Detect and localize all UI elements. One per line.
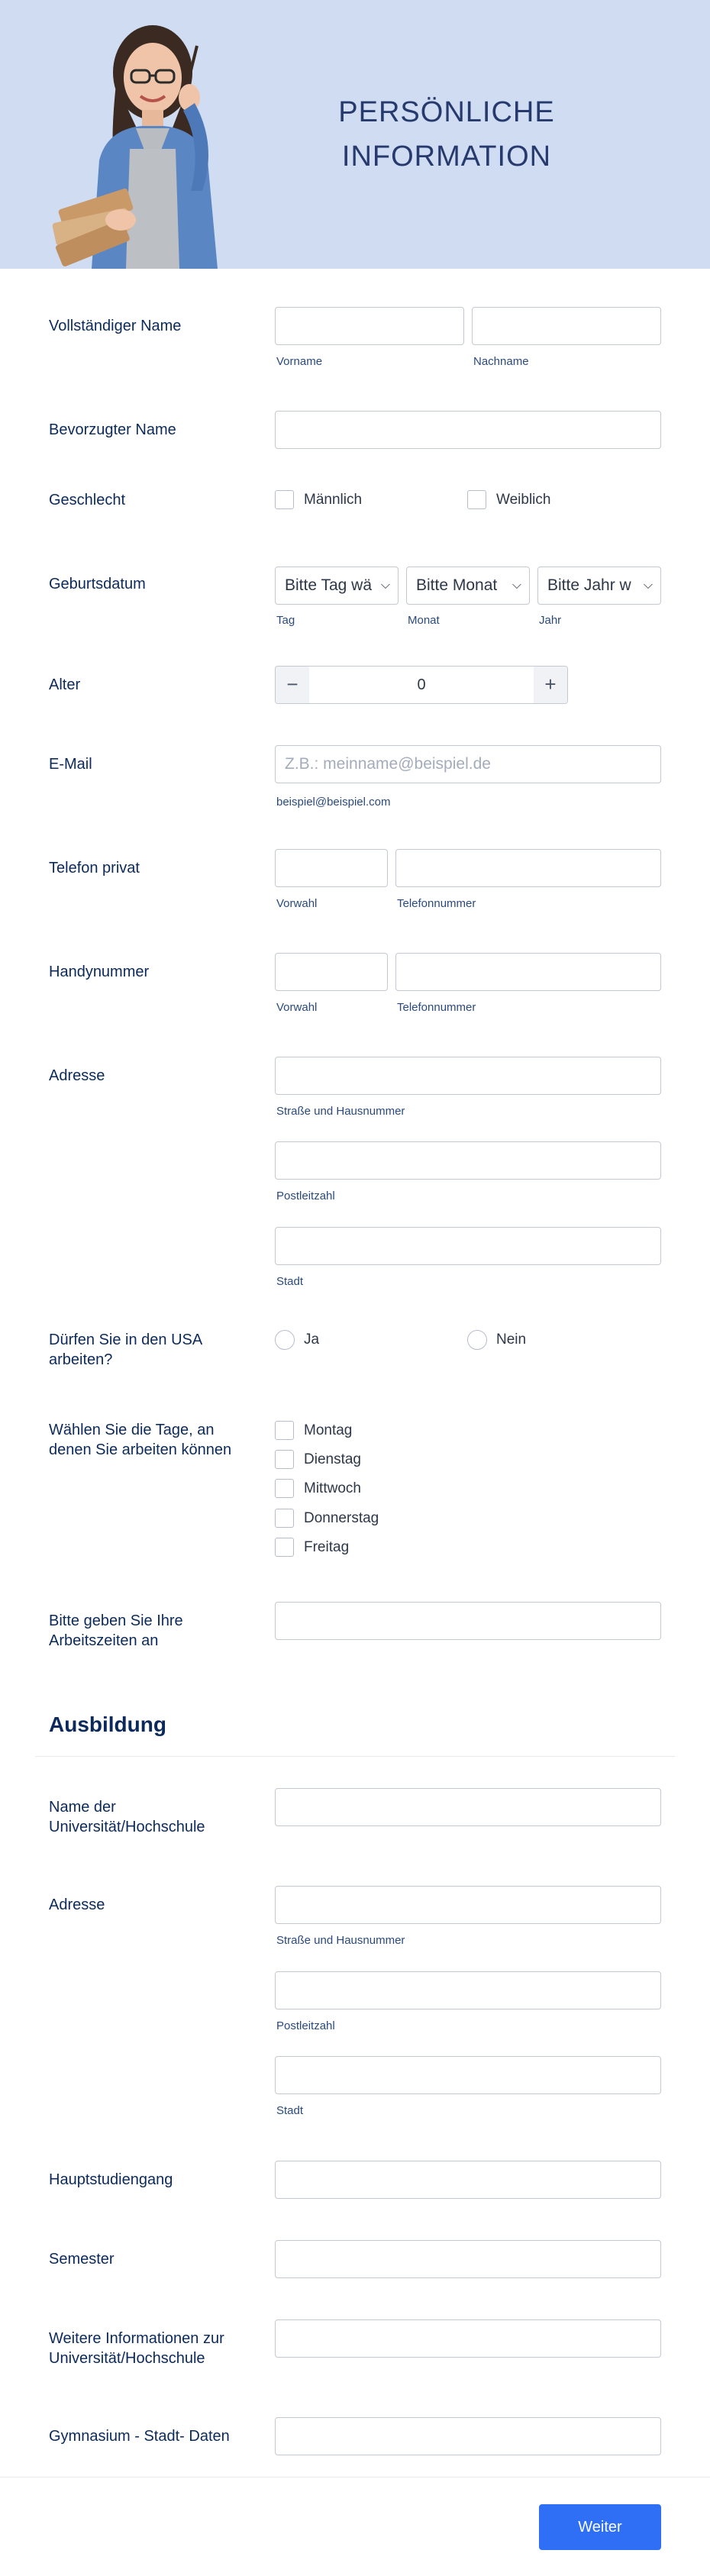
email-input[interactable]: [275, 745, 661, 783]
mobile-area-input[interactable]: [275, 953, 388, 991]
next-button[interactable]: Weiter: [539, 2504, 661, 2550]
day-monday-label: Montag: [304, 1422, 353, 1438]
birth-year-select[interactable]: [537, 567, 661, 605]
footer-divider: [0, 2477, 710, 2478]
page-title-line2: INFORMATION: [341, 140, 552, 173]
work-hours-input[interactable]: [275, 1602, 661, 1640]
gymnasium-input[interactable]: [275, 2417, 661, 2455]
chevron-down-icon: ⌵: [643, 579, 653, 592]
usa-work-yes-radio[interactable]: [275, 1330, 295, 1350]
work-days-label: Wählen Sie die Tage, an denen Sie arbeiten können: [49, 1422, 232, 1458]
birthdate-label: Geburtsdatum: [49, 576, 146, 592]
university-street-sublabel: Straße und Hausnummer: [276, 1934, 405, 1947]
gender-female-label: Weiblich: [496, 492, 551, 508]
university-street-input[interactable]: [275, 1886, 661, 1924]
university-zip-sublabel: Postleitzahl: [276, 2019, 335, 2032]
gender-label: Geschlecht: [49, 492, 126, 508]
university-address-label: Adresse: [49, 1896, 105, 1913]
mobile-label: Handynummer: [49, 964, 150, 980]
zip-input[interactable]: [275, 1141, 661, 1180]
gender-male-label: Männlich: [304, 492, 363, 508]
usa-work-no-label: Nein: [496, 1332, 527, 1348]
student-photo: [46, 15, 252, 269]
page-title: [321, 90, 573, 179]
semester-label: Semester: [49, 2251, 115, 2268]
birth-day-value: Bitte Tag wä: [285, 576, 373, 594]
mobile-area-sublabel: Vorwahl: [276, 1001, 318, 1014]
mobile-number-sublabel: Telefonnummer: [397, 1001, 476, 1014]
street-sublabel: Straße und Hausnummer: [276, 1105, 405, 1118]
birth-year-value: Bitte Jahr w: [547, 576, 631, 594]
decrement-button[interactable]: −: [276, 667, 309, 703]
day-wednesday-checkbox[interactable]: [275, 1479, 294, 1498]
email-label: E-Mail: [49, 756, 92, 773]
day-tuesday-checkbox[interactable]: [275, 1450, 294, 1469]
university-name-input[interactable]: [275, 1788, 661, 1826]
mobile-number-input[interactable]: [395, 953, 661, 991]
birth-month-select[interactable]: [406, 567, 530, 605]
usa-work-yes-label: Ja: [304, 1332, 320, 1348]
home-phone-area-input[interactable]: [275, 849, 388, 887]
city-input[interactable]: [275, 1227, 661, 1265]
email-sublabel: beispiel@beispiel.com: [276, 796, 391, 809]
day-friday-checkbox[interactable]: [275, 1538, 294, 1557]
header-banner: [0, 0, 710, 269]
university-zip-input[interactable]: [275, 1971, 661, 2009]
birth-day-select[interactable]: [275, 567, 399, 605]
major-label: Hauptstudiengang: [49, 2171, 173, 2188]
increment-button[interactable]: +: [534, 667, 567, 703]
day-monday-checkbox[interactable]: [275, 1421, 294, 1440]
day-tuesday-label: Dienstag: [304, 1451, 361, 1467]
last-name-sublabel: Nachname: [473, 355, 529, 368]
gender-male-checkbox[interactable]: [275, 490, 294, 509]
home-phone-number-input[interactable]: [395, 849, 661, 887]
major-input[interactable]: [275, 2161, 661, 2199]
more-info-label: Weitere Informationen zur Universität/Hochschule: [49, 2330, 224, 2367]
page-title-line1: PERSÖNLICHE: [338, 96, 555, 128]
zip-sublabel: Postleitzahl: [276, 1190, 335, 1202]
age-value[interactable]: 0: [417, 676, 426, 693]
home-phone-label: Telefon privat: [49, 860, 140, 876]
section-divider: [35, 1756, 675, 1757]
age-stepper[interactable]: [275, 666, 568, 704]
birth-month-value: Bitte Monat: [416, 576, 498, 594]
birth-month-sublabel: Monat: [408, 614, 440, 627]
preferred-name-input[interactable]: [275, 411, 661, 449]
chevron-down-icon: ⌵: [512, 579, 521, 592]
more-info-input[interactable]: [275, 2319, 661, 2358]
work-hours-label: Bitte geben Sie Ihre Arbeitszeiten an: [49, 1612, 183, 1649]
home-phone-number-sublabel: Telefonnummer: [397, 897, 476, 910]
university-name-label: Name der Universität/Hochschule: [49, 1799, 205, 1835]
day-wednesday-label: Mittwoch: [304, 1480, 361, 1496]
semester-input[interactable]: [275, 2240, 661, 2278]
day-thursday-checkbox[interactable]: [275, 1509, 294, 1528]
birth-year-sublabel: Jahr: [539, 614, 562, 627]
age-label: Alter: [49, 676, 81, 693]
first-name-input[interactable]: [275, 307, 464, 345]
day-thursday-label: Donnerstag: [304, 1510, 379, 1526]
usa-work-label: Dürfen Sie in den USA arbeiten?: [49, 1332, 202, 1368]
first-name-sublabel: Vorname: [276, 355, 323, 368]
university-city-input[interactable]: [275, 2056, 661, 2094]
last-name-input[interactable]: [472, 307, 661, 345]
education-heading: Ausbildung: [49, 1712, 166, 1736]
university-city-sublabel: Stadt: [276, 2104, 304, 2117]
city-sublabel: Stadt: [276, 1275, 304, 1288]
full-name-label: Vollständiger Name: [49, 318, 182, 334]
gender-female-checkbox[interactable]: [467, 490, 486, 509]
chevron-down-icon: ⌵: [380, 579, 390, 592]
usa-work-no-radio[interactable]: [467, 1330, 487, 1350]
address-label: Adresse: [49, 1067, 105, 1084]
preferred-name-label: Bevorzugter Name: [49, 421, 176, 438]
home-phone-area-sublabel: Vorwahl: [276, 897, 318, 910]
gymnasium-label: Gymnasium - Stadt- Daten: [49, 2428, 230, 2445]
street-input[interactable]: [275, 1057, 661, 1095]
birth-day-sublabel: Tag: [276, 614, 295, 627]
day-friday-label: Freitag: [304, 1539, 350, 1555]
